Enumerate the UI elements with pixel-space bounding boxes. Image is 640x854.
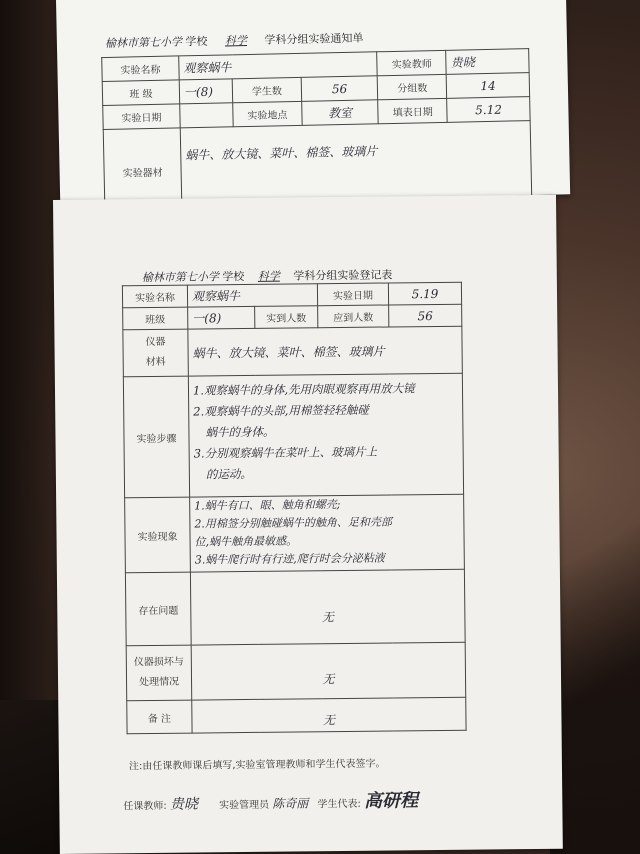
label-date: 实验日期 <box>103 104 180 130</box>
reg-phenomena-text <box>194 495 460 570</box>
register-table <box>122 282 467 735</box>
notice-school: 榆林市第七小学 <box>104 35 183 50</box>
label-student-count: 学生数 <box>232 77 301 102</box>
register-school-suffix: 学校 <box>222 270 245 284</box>
reg-label-experiment-name: 实验名称 <box>122 285 187 308</box>
student-label: 学生代表: <box>317 798 361 811</box>
notice-sheet <box>56 0 570 205</box>
phen-line-1: 1.蜗牛有口、眼、触角和螺壳; <box>194 498 341 513</box>
reg-value-instruments: 蜗牛、放大镜、菜叶、棉签、玻璃片 <box>188 326 462 376</box>
value-teacher: 贵晓 <box>446 49 529 75</box>
reg-label-damage-1: 仪器损坏与 <box>133 656 184 669</box>
reg-value-date: 5.19 <box>388 282 461 305</box>
step-line-3: 蜗牛的身体。 <box>205 424 275 440</box>
reg-label-instruments <box>123 329 188 377</box>
value-fill-date: 5.12 <box>447 97 530 123</box>
value-equipment: 蜗牛、放大镜、菜叶、棉签、玻璃片 <box>180 121 532 213</box>
phen-line-4: 3.蜗牛爬行时有行迹,爬行时会分泌粘液 <box>194 551 385 567</box>
phen-line-3: 位,蜗牛触角最敏感。 <box>194 534 298 549</box>
step-line-5: 的运动。 <box>205 466 252 482</box>
label-equipment: 实验器材 <box>103 128 182 215</box>
reg-value-damage: 无 <box>191 642 466 700</box>
reg-value-remarks: 无 <box>192 697 466 733</box>
value-group-count: 14 <box>447 73 530 99</box>
reg-steps-cell <box>188 373 463 497</box>
reg-label-phenomena: 实验现象 <box>125 497 191 573</box>
reg-value-expected-count: 56 <box>389 304 462 327</box>
register-subject: 科学 <box>257 269 280 283</box>
label-experiment-name: 实验名称 <box>102 56 179 82</box>
reg-label-steps: 实验步骤 <box>123 376 189 498</box>
student-signature: 高研程 <box>363 790 419 812</box>
manager-label: 实验管理员 <box>219 799 270 812</box>
value-date <box>180 103 233 128</box>
reg-label-instruments-2: 材料 <box>145 356 166 369</box>
notice-title <box>105 30 364 51</box>
reg-label-expected-count: 应到人数 <box>318 305 389 328</box>
reg-label-actual-count: 实到人数 <box>255 306 318 329</box>
label-fill-date: 填表日期 <box>378 98 447 123</box>
reg-label-remarks: 备 注 <box>127 700 192 734</box>
register-school: 榆林市第七小学 <box>141 270 219 285</box>
label-teacher: 实验教师 <box>377 50 446 75</box>
register-sheet <box>53 195 563 854</box>
reg-label-damage <box>126 645 192 701</box>
notice-table <box>101 48 532 215</box>
reg-value-experiment-name: 观察蜗牛 <box>187 284 317 307</box>
step-line-1: 1.观察蜗牛的身体,先用肉眼观察再用放大镜 <box>192 381 415 398</box>
notice-form-title: 学科分组实验通知单 <box>264 31 364 47</box>
teacher-label: 任课教师: <box>123 800 167 813</box>
step-line-2: 2.观察蜗牛的头部,用棉签轻轻触碰 <box>193 402 369 419</box>
reg-label-problems: 存在问题 <box>125 572 191 646</box>
register-form-title: 学科分组实验登记表 <box>293 268 393 283</box>
reg-label-damage-2: 处理情况 <box>139 676 180 689</box>
notice-subject: 科学 <box>224 34 248 48</box>
reg-label-instruments-1: 仪器 <box>145 336 166 349</box>
value-student-count: 56 <box>301 76 378 102</box>
desk-rim <box>550 430 640 854</box>
notice-school-suffix: 学校 <box>185 34 208 49</box>
reg-value-class: 一(8) <box>188 306 255 329</box>
reg-value-problems: 无 <box>190 569 465 645</box>
manager-signature: 陈奇丽 <box>272 796 309 811</box>
value-experiment-name: 观察蜗牛 <box>179 52 378 80</box>
label-location: 实验地点 <box>233 101 302 126</box>
value-class: 一(8) <box>179 79 232 104</box>
reg-label-class: 班级 <box>123 307 188 330</box>
label-group-count: 分组数 <box>378 74 447 99</box>
signature-row <box>123 786 418 815</box>
step-line-4: 3.分别观察蜗牛在菜叶上、玻璃片上 <box>193 444 378 461</box>
reg-label-date: 实验日期 <box>317 283 388 306</box>
label-class: 班 级 <box>102 80 179 106</box>
phen-line-2: 2.用棉签分别触碰蜗牛的触角、足和壳部 <box>194 515 392 531</box>
footer-note: 注:由任课教师课后填写,实验室管理教师和学生代表签字。 <box>128 758 386 773</box>
value-location: 教室 <box>302 100 379 126</box>
teacher-signature: 贵晓 <box>169 796 198 813</box>
reg-steps-text <box>193 378 459 486</box>
reg-phenomena-cell <box>190 494 465 572</box>
